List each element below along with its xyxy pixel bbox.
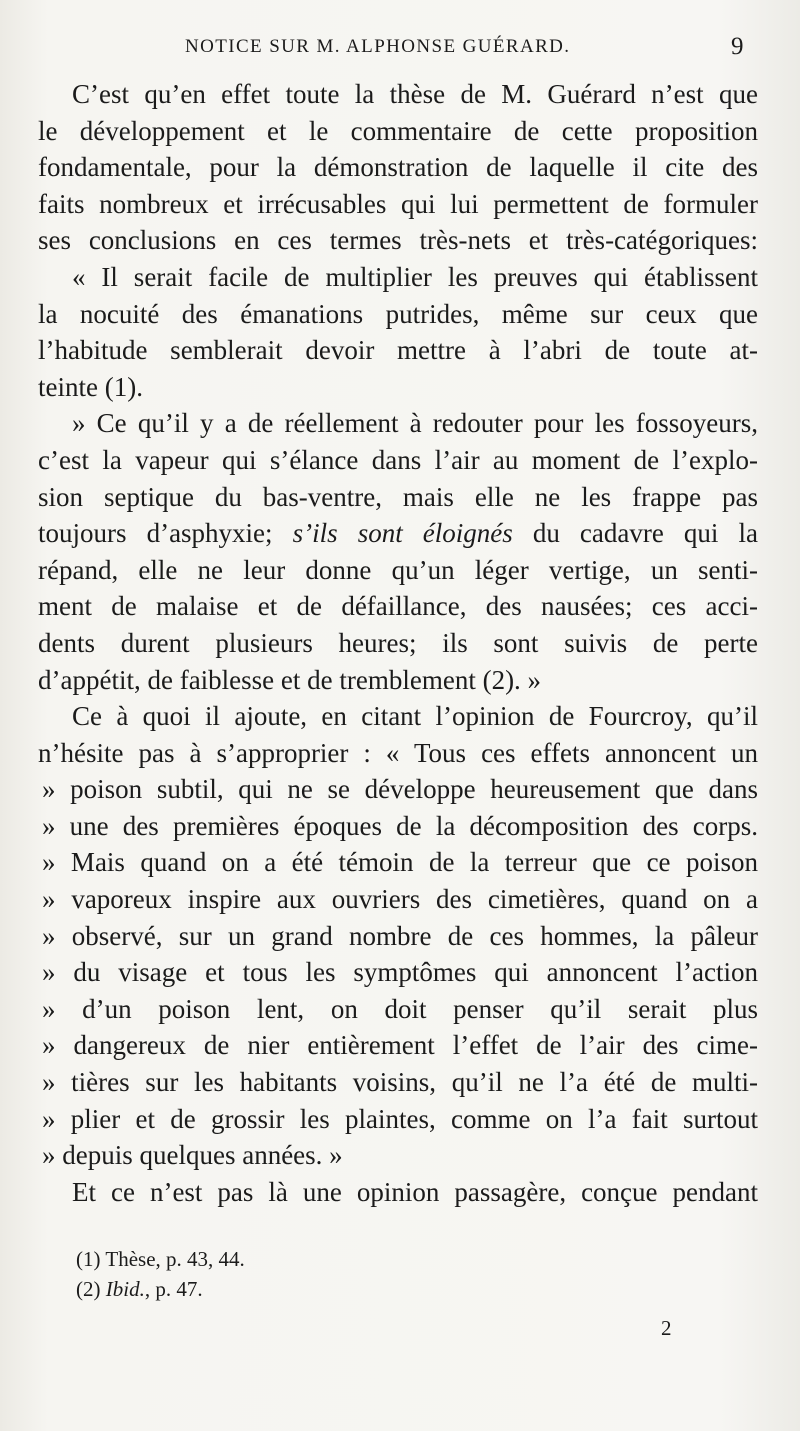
- footnote-marker: (2): [76, 1277, 101, 1301]
- text-line: ment de malaise et de défaillance, des nausées; ces acci-: [38, 591, 758, 622]
- text-line: teinte (1).: [38, 371, 143, 402]
- text-line: [38, 515, 758, 552]
- text-line: dents durent plusieurs heures; ils sont suivis de perte: [38, 627, 758, 658]
- text-line: » du visage et tous les symptômes qui annoncent l’action: [42, 957, 758, 988]
- text-line: sion septique du bas-ventre, mais elle ne les frappe pas: [38, 481, 758, 512]
- text-line: le développement et le commentaire de cette proposition: [38, 115, 758, 146]
- text-line: d’appétit, de faiblesse et de tremblement (2). »: [38, 664, 542, 695]
- text-line: » dangereux de nier entièrement l’effet de l’air des cime-: [42, 1030, 758, 1061]
- text-line: » poison subtil, qui ne se développe heureusement que dans: [42, 774, 758, 805]
- text-line: Et ce n’est pas là une opinion passagère, conçue pendant: [72, 1176, 758, 1207]
- text-line: » une des premières époques de la décomposition des corps.: [42, 810, 758, 841]
- text-segment: du cadavre qui la: [532, 518, 758, 549]
- text-line: » vaporeux inspire aux ouvriers des cimetières, quand on a: [42, 884, 758, 915]
- text-line: » d’un poison lent, on doit penser qu’il serait plus: [42, 993, 758, 1024]
- text-line: » Ce qu’il y a de réellement à redouter pour les fossoyeurs,: [72, 408, 758, 439]
- text-line: « Il serait facile de multiplier les preuves qui établissent: [72, 261, 758, 292]
- running-head-title: NOTICE SUR M. ALPHONSE GUÉRARD.: [185, 36, 571, 57]
- text-line: C’est qu’en effet toute la thèse de M. Guérard n’est que: [72, 79, 758, 109]
- text-line: » tières sur les habitants voisins, qu’il ne l’a été de multi-: [42, 1067, 758, 1098]
- text-line: l’habitude semblerait devoir mettre à l’abri de toute at-: [38, 335, 758, 366]
- text-line: Ce à quoi il ajoute, en citant l’opinion de Fourcroy, qu’il: [72, 701, 758, 732]
- footnote-italic: Ibid.: [105, 1277, 145, 1301]
- footnote: [76, 1274, 576, 1304]
- footnotes: [76, 1244, 576, 1304]
- text-line: » Mais quand on a été témoin de la terreur que ce poison: [42, 847, 758, 878]
- text-line: la nocuité des émanations putrides, même sur ceux que: [38, 298, 758, 329]
- text-line: n’hésite pas à s’approprier : « Tous ces effets annoncent un: [38, 737, 758, 768]
- footnote-marker: (1): [76, 1247, 101, 1271]
- text-line: » observé, sur un grand nombre de ces hommes, la pâleur: [42, 920, 758, 951]
- signature-mark: 2: [661, 1316, 672, 1340]
- body-text: [38, 76, 758, 1210]
- text-line: répand, elle ne leur donne qu’un léger vertige, un senti-: [38, 554, 758, 585]
- text-line: faits nombreux et irrécusables qui lui permettent de formuler: [38, 188, 758, 219]
- text-line: » plier et de grossir les plaintes, comme on l’a fait surtout: [42, 1103, 758, 1134]
- italic-phrase: s’ils sont éloignés: [292, 518, 513, 549]
- text-line: » depuis quelques années. »: [42, 1140, 343, 1171]
- text-segment: toujours d’asphyxie;: [38, 518, 273, 549]
- text-line: ses conclusions en ces termes très-nets et très-catégoriques:: [38, 225, 758, 256]
- footnote-text: , p. 47.: [144, 1277, 203, 1301]
- running-head: [0, 33, 800, 66]
- footnote: [76, 1244, 576, 1274]
- page-number: 9: [731, 33, 744, 60]
- footnote-text: Thèse, p. 43, 44.: [105, 1247, 245, 1271]
- text-line: c’est la vapeur qui s’élance dans l’air au moment de l’explo-: [38, 444, 758, 475]
- text-line: fondamentale, pour la démonstration de laquelle il cite des: [38, 152, 758, 183]
